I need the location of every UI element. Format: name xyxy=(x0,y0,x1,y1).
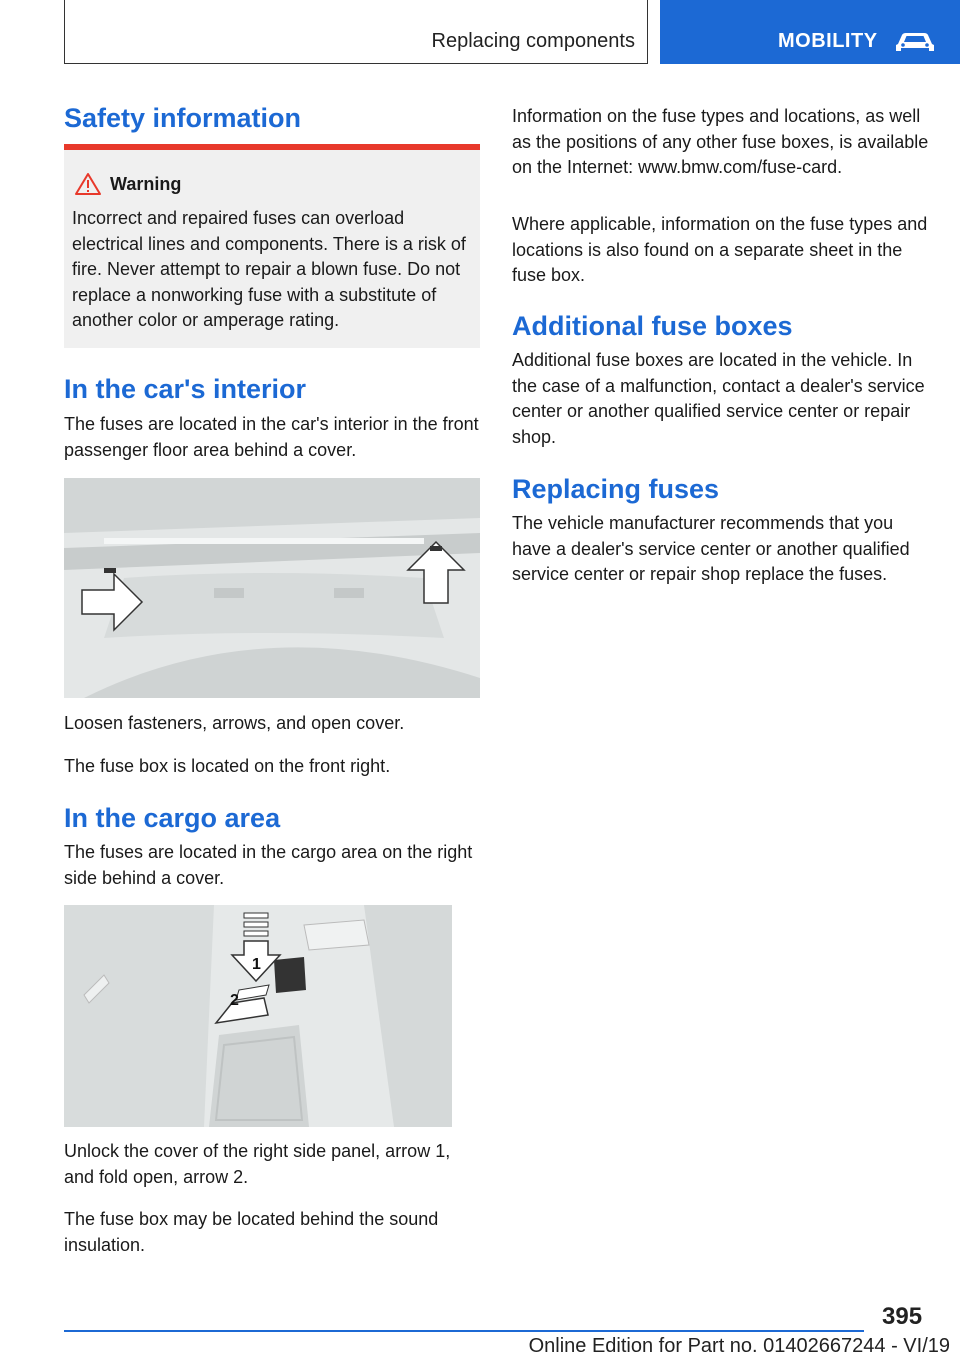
paragraph-additional: Additional fuse boxes are located in the vehicle. In the case of a malfunction, contact a dealer's service center or another qualified service center or repair shop. xyxy=(512,350,925,447)
warning-box xyxy=(64,150,480,348)
header-chapter-title: MOBILITY xyxy=(778,30,878,52)
page-number: 395 xyxy=(882,1303,923,1330)
paragraph-separate-sheet: Where applicable, information on the fuse types and locations is also found on a separate sheet in the fuse box. xyxy=(512,214,928,285)
image-callout-2: 2 xyxy=(230,992,239,1009)
heading-replacing-fuses: Replacing fuses xyxy=(512,474,720,504)
paragraph-sound-insulation: The fuse box may be located behind the sound insulation. xyxy=(64,1209,439,1255)
heading-safety-information: Safety information xyxy=(64,103,302,133)
warning-triangle-icon xyxy=(74,172,102,196)
header-chapter-tab xyxy=(660,0,960,64)
paragraph-loosen: Loosen fasteners, arrows, and open cover. xyxy=(64,713,405,733)
paragraph-interior: The fuses are located in the car's interior in the front passenger floor area behind a cover. xyxy=(64,414,479,460)
heading-additional-fuse-boxes: Additional fuse boxes xyxy=(512,311,793,341)
footer-divider xyxy=(64,1330,864,1332)
heading-interior: In the car's interior xyxy=(64,374,306,404)
footer-edition: Online Edition for Part no. 01402667244 - VI/19 xyxy=(528,1335,950,1357)
header-section-box xyxy=(64,0,648,64)
image-cargo-cover xyxy=(64,905,452,1127)
paragraph-cargo: The fuses are located in the cargo area on the right side behind a cover. xyxy=(64,842,473,888)
header-section-title: Replacing components xyxy=(431,30,635,52)
warning-title: Warning xyxy=(110,174,182,194)
image-interior-cover xyxy=(64,478,480,698)
paragraph-front-right: The fuse box is located on the front right. xyxy=(64,756,391,776)
car-icon xyxy=(892,30,938,54)
warning-text: Incorrect and repaired fuses can overload electrical lines and components. There is a risk of fire. Never attempt to repair a blown fuse. Do not replace a nonworking fuse with a substitute of another color or amperage rating. xyxy=(72,208,466,330)
paragraph-unlock: Unlock the cover of the right side panel, arrow 1, and fold open, arrow 2. xyxy=(64,1141,451,1187)
paragraph-replacing: The vehicle manufacturer recommends that you have a dealer's service center or another qualified service center or repair shop replace the fuses. xyxy=(512,513,910,584)
paragraph-fuse-info: Information on the fuse types and locations, as well as the positions of any other fuse boxes, is available on the Internet: www.bmw.com/fuse-card. xyxy=(512,106,929,177)
image-callout-1: 1 xyxy=(252,956,261,973)
heading-cargo-area: In the cargo area xyxy=(64,803,281,833)
